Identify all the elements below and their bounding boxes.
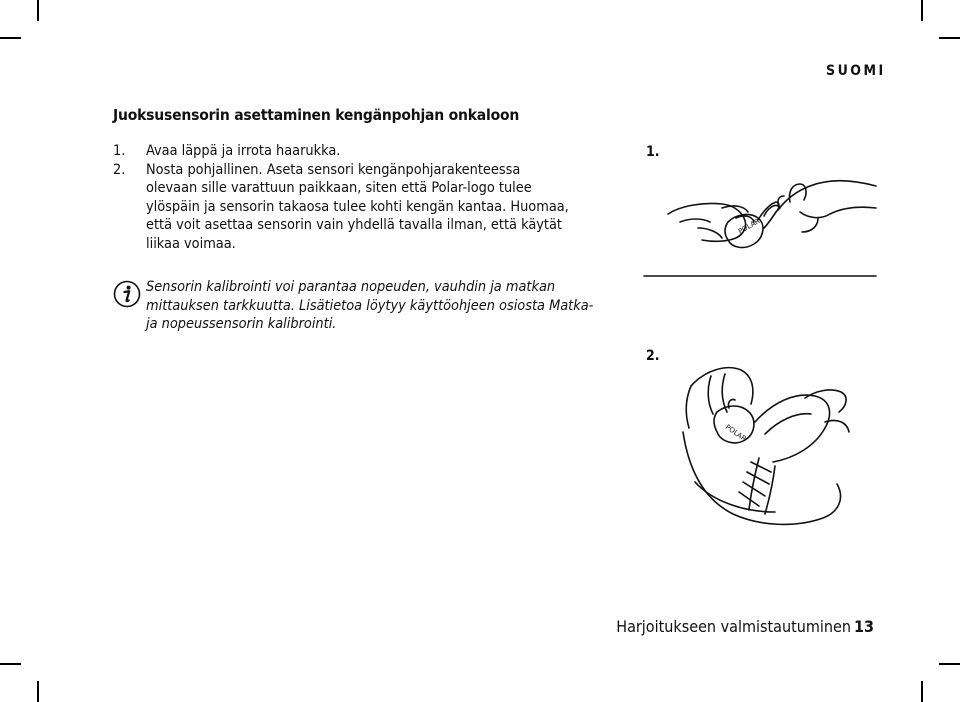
step-text-line: ylöspäin ja sensorin takaosa tulee kohti kengän kantaa. Huomaa, bbox=[146, 198, 569, 215]
crop-mark bbox=[939, 663, 960, 665]
note-text bbox=[146, 278, 616, 334]
section-heading: Juoksusensorin asettaminen kengänpohjan onkaloon bbox=[113, 106, 520, 124]
step-text-line: olevaan sille varattuun paikkaan, siten että Polar-logo tulee bbox=[146, 180, 532, 196]
figure-label-2: 2. bbox=[646, 348, 660, 364]
svg-text:POLAR: POLAR bbox=[723, 423, 748, 444]
crop-mark bbox=[37, 681, 39, 702]
language-label: SUOMI bbox=[826, 63, 886, 79]
step-text-line: liikaa voimaa. bbox=[146, 235, 236, 252]
step-list bbox=[113, 142, 623, 253]
crop-mark bbox=[0, 37, 21, 39]
page-number: 13 bbox=[853, 617, 874, 636]
step-text-line: että voit asettaa sensorin vain yhdellä tavalla ilman, että käytät bbox=[146, 217, 562, 233]
crop-mark bbox=[921, 681, 923, 702]
note-line: ja nopeussensorin kalibrointi. bbox=[146, 316, 337, 332]
step-item bbox=[113, 161, 623, 254]
step-number: 2. bbox=[113, 161, 126, 178]
info-icon bbox=[113, 280, 141, 308]
step-text-line: Avaa läppä ja irrota haarukka. bbox=[146, 143, 341, 159]
sensor-into-shoe-illustration bbox=[655, 362, 855, 532]
step-item bbox=[113, 142, 623, 161]
step-number: 1. bbox=[113, 143, 126, 159]
page-footer bbox=[616, 617, 874, 636]
crop-mark bbox=[921, 0, 923, 21]
figure-label-1: 1. bbox=[646, 144, 660, 160]
crop-mark bbox=[939, 37, 960, 39]
svg-text:POLAR: POLAR bbox=[737, 217, 762, 236]
footer-chapter: Harjoitukseen valmistautuminen bbox=[616, 617, 851, 636]
crop-mark bbox=[37, 0, 39, 21]
crop-mark bbox=[0, 663, 21, 665]
note-line: Sensorin kalibrointi voi parantaa nopeuden, vauhdin ja matkan bbox=[146, 279, 556, 295]
note-line: mittauksen tarkkuutta. Lisätietoa löytyy käyttöohjeen osiosta Matka- bbox=[146, 297, 594, 314]
step-text-line: Nosta pohjallinen. Aseta sensori kengänpohjarakenteessa bbox=[146, 161, 521, 178]
hands-removing-sensor-illustration bbox=[640, 162, 880, 282]
